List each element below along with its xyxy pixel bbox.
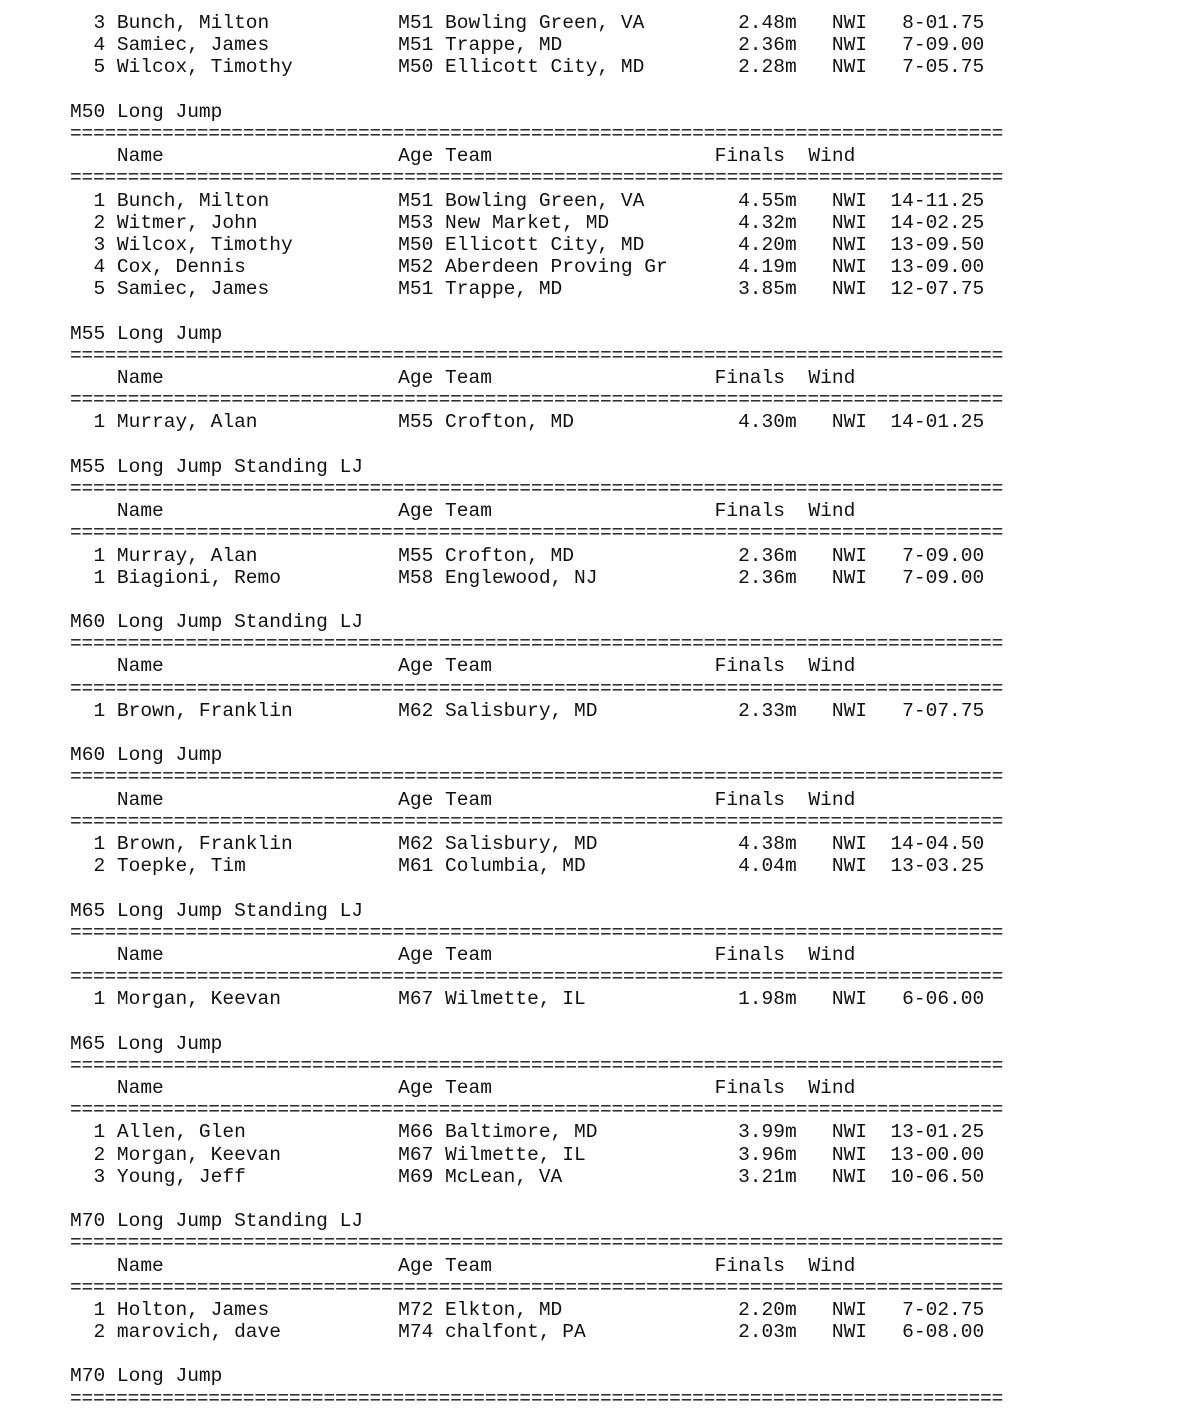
separator-line: ================================================================================= [70,522,1004,545]
result-row: 2 marovich, dave M74 chalfont, PA 2.03m NWI 6-08.00 [70,1321,985,1344]
result-row: 1 Brown, Franklin M62 Salisbury, MD 4.38m NWI 14-04.50 [70,832,985,855]
separator-line: ================================================================================= [70,921,1004,944]
event-title: M55 Long Jump [70,322,223,345]
result-row: 2 Toepke, Tim M61 Columbia, MD 4.04m NWI 13-03.25 [70,855,985,878]
column-header: Name Age Team Finals Wind [70,1077,856,1099]
event-title: M65 Long Jump [70,1032,223,1055]
separator-line: ================================================================================= [70,1276,1004,1299]
result-row: 1 Murray, Alan M55 Crofton, MD 4.30m NWI 14-01.25 [70,411,985,434]
result-row: 4 Samiec, James M51 Trappe, MD 2.36m NWI 7-09.00 [70,34,985,57]
column-header: Name Age Team Finals Wind [70,1254,856,1277]
blank-line [70,589,1003,611]
result-row: 3 Wilcox, Timothy M50 Ellicott City, MD 4.20m NWI 13-09.50 [70,233,985,256]
blank-line [70,1188,1003,1210]
result-row: 2 Witmer, John M53 New Market, MD 4.32m NWI 14-02.25 [70,211,985,234]
event-title: M60 Long Jump [70,744,223,767]
result-row: 3 Young, Jeff M69 McLean, VA 3.21m NWI 10-06.50 [70,1165,985,1188]
result-row: 1 Brown, Franklin M62 Salisbury, MD 2.33m NWI 7-07.75 [70,699,985,722]
result-row: 5 Wilcox, Timothy M50 Ellicott City, MD 2.28m NWI 7-05.75 [70,56,985,79]
separator-line: ================================================================================= [70,1387,1004,1410]
blank-line [70,877,1003,899]
column-header: Name Age Team Finals Wind [70,145,856,168]
separator-line: ================================================================================= [70,1232,1004,1255]
result-row: 2 Morgan, Keevan M67 Wilmette, IL 3.96m NWI 13-00.00 [70,1143,985,1166]
results-document [70,12,1003,1410]
result-row: 1 Allen, Glen M66 Baltimore, MD 3.99m NWI 13-01.25 [70,1121,985,1144]
separator-line: ================================================================================= [70,389,1004,412]
column-header: Name Age Team Finals Wind [70,788,856,811]
result-row: 3 Bunch, Milton M51 Bowling Green, VA 2.48m NWI 8-01.75 [70,12,985,34]
separator-line: ================================================================================= [70,633,1004,656]
separator-line: ================================================================================= [70,810,1004,833]
column-header: Name Age Team Finals Wind [70,367,856,389]
result-row: 4 Cox, Dennis M52 Aberdeen Proving Gr 4.19m NWI 13-09.00 [70,256,985,279]
separator-line: ================================================================================= [70,167,1004,190]
event-title: M55 Long Jump Standing LJ [70,455,364,478]
result-row: 1 Bunch, Milton M51 Bowling Green, VA 4.55m NWI 14-11.25 [70,189,985,212]
event-title: M50 Long Jump [70,100,223,123]
separator-line: ================================================================================= [70,122,1004,145]
event-title: M65 Long Jump Standing LJ [70,899,364,922]
column-header: Name Age Team Finals Wind [70,943,856,966]
separator-line: ================================================================================= [70,477,1004,500]
separator-line: ================================================================================= [70,966,1004,989]
blank-line [70,434,1003,456]
event-title: M70 Long Jump Standing LJ [70,1210,364,1233]
separator-line: ================================================================================= [70,677,1004,700]
separator-line: ================================================================================= [70,766,1004,789]
event-title: M60 Long Jump Standing LJ [70,611,364,634]
column-header: Name Age Team Finals Wind [70,500,856,523]
result-row: 1 Biagioni, Remo M58 Englewood, NJ 2.36m NWI 7-09.00 [70,566,985,589]
blank-line [70,300,1003,322]
separator-line: ================================================================================= [70,1054,1004,1077]
result-row: 1 Murray, Alan M55 Crofton, MD 2.36m NWI 7-09.00 [70,544,985,567]
separator-line: ================================================================================= [70,344,1004,367]
blank-line [70,1010,1003,1032]
result-row: 5 Samiec, James M51 Trappe, MD 3.85m NWI 12-07.75 [70,278,985,301]
separator-line: ================================================================================= [70,1099,1004,1122]
column-header: Name Age Team Finals Wind [70,655,856,678]
result-row: 1 Holton, James M72 Elkton, MD 2.20m NWI 7-02.75 [70,1298,985,1321]
result-row: 1 Morgan, Keevan M67 Wilmette, IL 1.98m NWI 6-06.00 [70,988,985,1011]
blank-line [70,1343,1003,1365]
blank-line [70,722,1003,744]
event-title: M70 Long Jump [70,1365,223,1388]
blank-line [70,79,1003,101]
